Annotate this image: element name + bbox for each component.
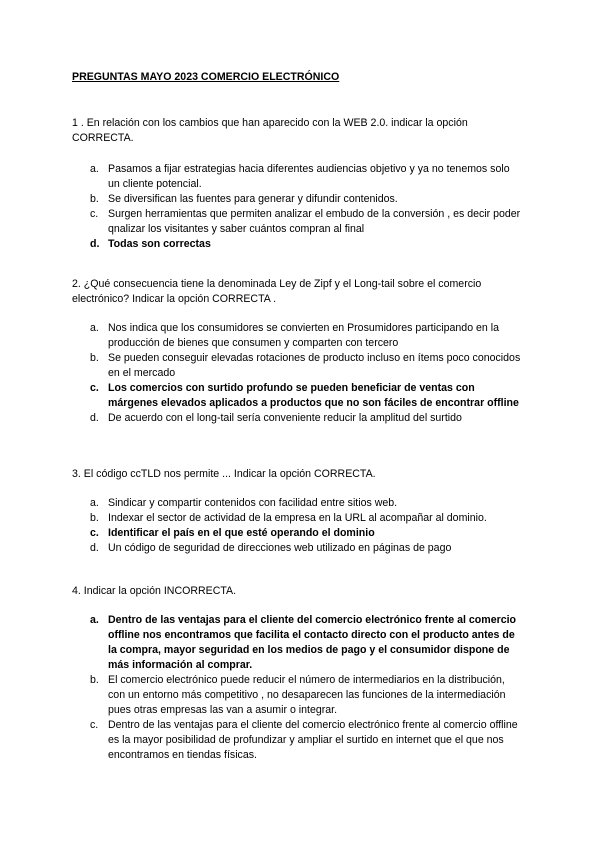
option-letter: c. [90, 719, 99, 731]
question-1-options [90, 162, 522, 252]
option-text: Un código de seguridad de direcciones web utilizado en páginas de pago [108, 542, 452, 554]
page-title: PREGUNTAS MAYO 2023 COMERCIO ELECTRÓNICO [72, 71, 340, 83]
option-letter: a. [90, 322, 99, 334]
question-4-option-c [90, 718, 522, 763]
option-letter: c. [90, 382, 99, 394]
option-letter: b. [90, 352, 99, 364]
option-letter: c. [90, 208, 99, 220]
question-3-options [90, 496, 522, 556]
option-text: Se pueden conseguir elevadas rotaciones de producto incluso en ítems poco conocidos en el mercado [108, 352, 521, 379]
question-3-option-d [90, 541, 522, 556]
question-2-option-d [90, 411, 522, 426]
question-1-option-c [90, 207, 522, 237]
option-letter: b. [90, 193, 99, 205]
option-text: Dentro de las ventajas para el cliente del comercio electrónico frente al comercio offline nos encontramos que facilita el contacto directo con el producto antes de la compra, mayor seguridad en los medios de pago y el consumidor dispone de más información al comprar. [108, 614, 517, 671]
question-2-option-b [90, 351, 522, 381]
option-letter: a. [90, 163, 99, 175]
option-text: Surgen herramientas que permiten analizar el embudo de la conversión , es decir poder qnalizar los visitantes y saber cuántos compran al final [108, 208, 521, 235]
question-1-option-a [90, 162, 522, 192]
option-letter: a. [90, 497, 99, 509]
option-text: Nos indica que los consumidores se convierten en Prosumidores participando en la producción de bienes que consumen y comparten con tercero [108, 322, 500, 349]
option-text: Los comercios con surtido profundo se pueden beneficiar de ventas con márgenes elevados aplicados a productos que no son fáciles de encontrar offline [108, 382, 519, 409]
option-letter: a. [90, 614, 99, 626]
question-4-options [90, 613, 522, 763]
question-3-option-b [90, 511, 522, 526]
option-letter: b. [90, 512, 99, 524]
option-text: El comercio electrónico puede reducir el número de intermediarios en la distribución, con un entorno más competitivo , no desaparecen las funciones de la intermediación pues otras empresas las van a asumir o integrar. [108, 674, 506, 716]
question-2-option-c [90, 381, 522, 411]
option-text: Se diversifican las fuentes para generar y difundir contenidos. [108, 193, 398, 205]
question-3-option-a [90, 496, 522, 511]
option-letter: d. [90, 238, 100, 250]
option-text: Sindicar y compartir contenidos con facilidad entre sitios web. [108, 497, 398, 509]
question-2-text: 2. ¿Qué consecuencia tiene la denominada Ley de Zipf y el Long-tail sobre el comercio electrónico? Indicar la opción CORRECTA . [72, 278, 482, 305]
question-1-option-b [90, 192, 522, 207]
option-letter: b. [90, 674, 99, 686]
option-letter: c. [90, 527, 99, 539]
option-text: Todas son correctas [108, 238, 211, 250]
option-text: Dentro de las ventajas para el cliente del comercio electrónico frente al comercio offline es la mayor posibilidad de profundizar y ampliar el surtido en internet que el que nos encontramos en tiendas físicas. [108, 719, 518, 761]
option-text: Identificar el país en el que esté operando el dominio [108, 527, 375, 539]
question-3-option-c [90, 526, 522, 541]
option-text: Pasamos a fijar estrategias hacia diferentes audiencias objetivo y ya no tenemos solo un cliente potencial. [108, 163, 510, 190]
question-4-option-b [90, 673, 522, 718]
question-2-options [90, 321, 522, 426]
option-text: De acuerdo con el long-tail sería conveniente reducir la amplitud del surtido [108, 412, 462, 424]
option-letter: d. [90, 542, 99, 554]
question-3-text: 3. El código ccTLD nos permite ... Indicar la opción CORRECTA. [72, 468, 376, 480]
option-text: Indexar el sector de actividad de la empresa en la URL al acompañar al dominio. [108, 512, 487, 524]
question-4-text: 4. Indicar la opción INCORRECTA. [72, 585, 237, 597]
question-4-option-a [90, 613, 522, 673]
question-1-option-d [90, 237, 522, 252]
option-letter: d. [90, 412, 99, 424]
question-1-text: 1 . En relación con los cambios que han aparecido con la WEB 2.0. indicar la opción CORRECTA. [72, 117, 468, 144]
question-2-option-a [90, 321, 522, 351]
